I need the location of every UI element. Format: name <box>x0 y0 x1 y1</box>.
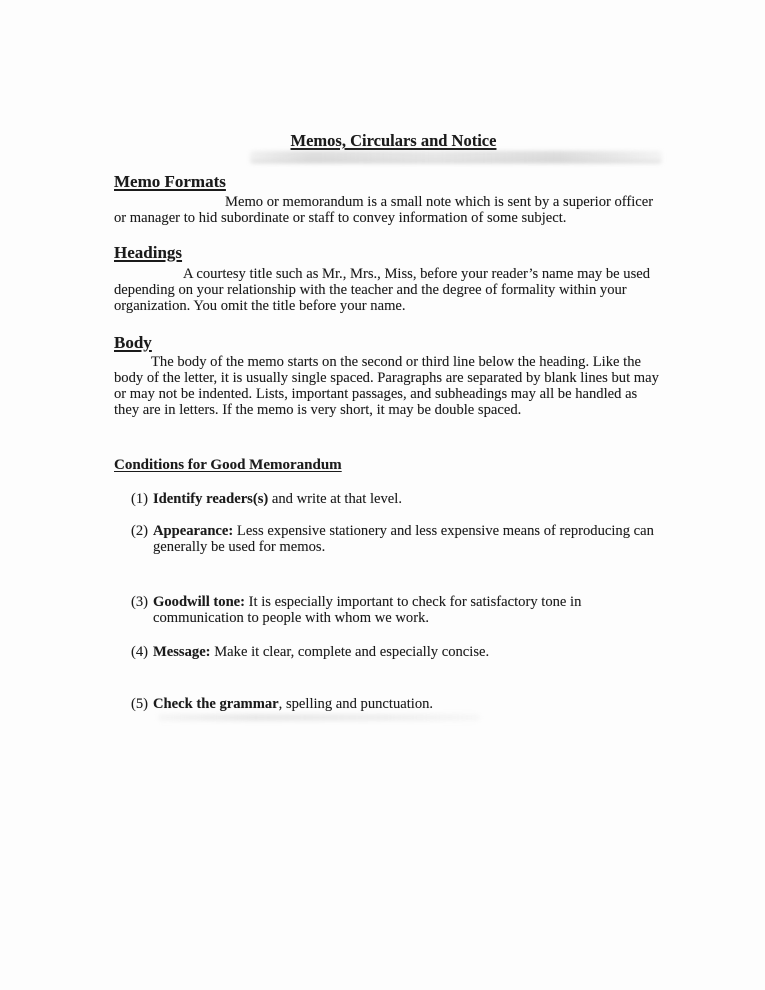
section-headings <box>114 242 673 314</box>
list-item <box>131 644 673 660</box>
conditions-heading: Conditions for Good Memorandum <box>114 457 342 473</box>
list-item <box>131 491 673 507</box>
item-text <box>153 644 673 660</box>
item-bold-text: Goodwill tone: <box>153 594 246 610</box>
paragraph-line: The body of the memo starts on the second or third line below the heading. Like the <box>151 354 641 370</box>
item-rest-text: Make it clear, complete and especially concise. <box>210 644 490 660</box>
section-heading-headings: Headings <box>114 243 183 262</box>
paragraph-memo-formats <box>114 194 673 226</box>
item-text <box>153 523 673 555</box>
item-text <box>153 491 673 507</box>
item-number: (4) <box>131 644 149 660</box>
paragraph-line: Memo or memorandum is a small note which is sent by a superior officer <box>225 194 654 210</box>
paragraph-line: or manager to hid subordinate or staff to convey information of some subject. <box>114 210 567 226</box>
item-bold-text: Check the grammar <box>153 696 279 712</box>
item-number: (1) <box>131 491 149 507</box>
paragraph-line: organization. You omit the title before your name. <box>114 298 406 314</box>
item-text <box>153 696 673 712</box>
paragraph-body <box>114 354 673 418</box>
item-number: (5) <box>131 696 149 712</box>
item-rest-text: It is especially important to check for satisfactory tone in <box>245 594 582 610</box>
paragraph-line: body of the letter, it is usually single spaced. Paragraphs are separated by blank lines but may <box>114 370 659 386</box>
item-text <box>153 594 673 626</box>
item-rest-text: Less expensive stationery and less expensive means of reproducing can <box>233 523 654 539</box>
scan-artifact-title-ghost <box>250 151 662 163</box>
item-rest-text: , spelling and punctuation. <box>278 696 434 712</box>
paragraph-line: or may not be indented. Lists, important passages, and subheadings may all be handled as <box>114 386 638 402</box>
item-bold-text: Message: <box>153 644 211 660</box>
item-bold-text: Appearance: <box>153 523 234 539</box>
paragraph-line: A courtesy title such as Mr., Mrs., Miss, before your reader’s name may be used <box>183 266 651 282</box>
item-rest-text: and write at that level. <box>268 491 402 507</box>
list-item <box>131 523 673 555</box>
section-heading-body: Body <box>114 333 152 352</box>
page-title: Memos, Circulars and Notice <box>290 131 497 150</box>
item-second-line: communication to people with whom we work. <box>153 610 430 626</box>
section-memo-formats <box>114 171 673 226</box>
conditions-list <box>131 491 673 712</box>
item-number: (2) <box>131 523 149 539</box>
paragraph-line: they are in letters. If the memo is very short, it may be double spaced. <box>114 402 522 418</box>
list-item <box>131 594 673 626</box>
section-heading-memo-formats: Memo Formats <box>114 172 226 191</box>
item-second-line: generally be used for memos. <box>153 539 326 555</box>
section-body <box>114 332 673 418</box>
paragraph-headings <box>114 266 673 314</box>
scan-artifact-item5-ghost <box>158 714 480 721</box>
item-bold-text: Identify readers(s) <box>153 491 269 507</box>
list-item <box>131 696 673 712</box>
item-number: (3) <box>131 594 149 610</box>
paragraph-line: depending on your relationship with the teacher and the degree of formality within your <box>114 282 627 298</box>
